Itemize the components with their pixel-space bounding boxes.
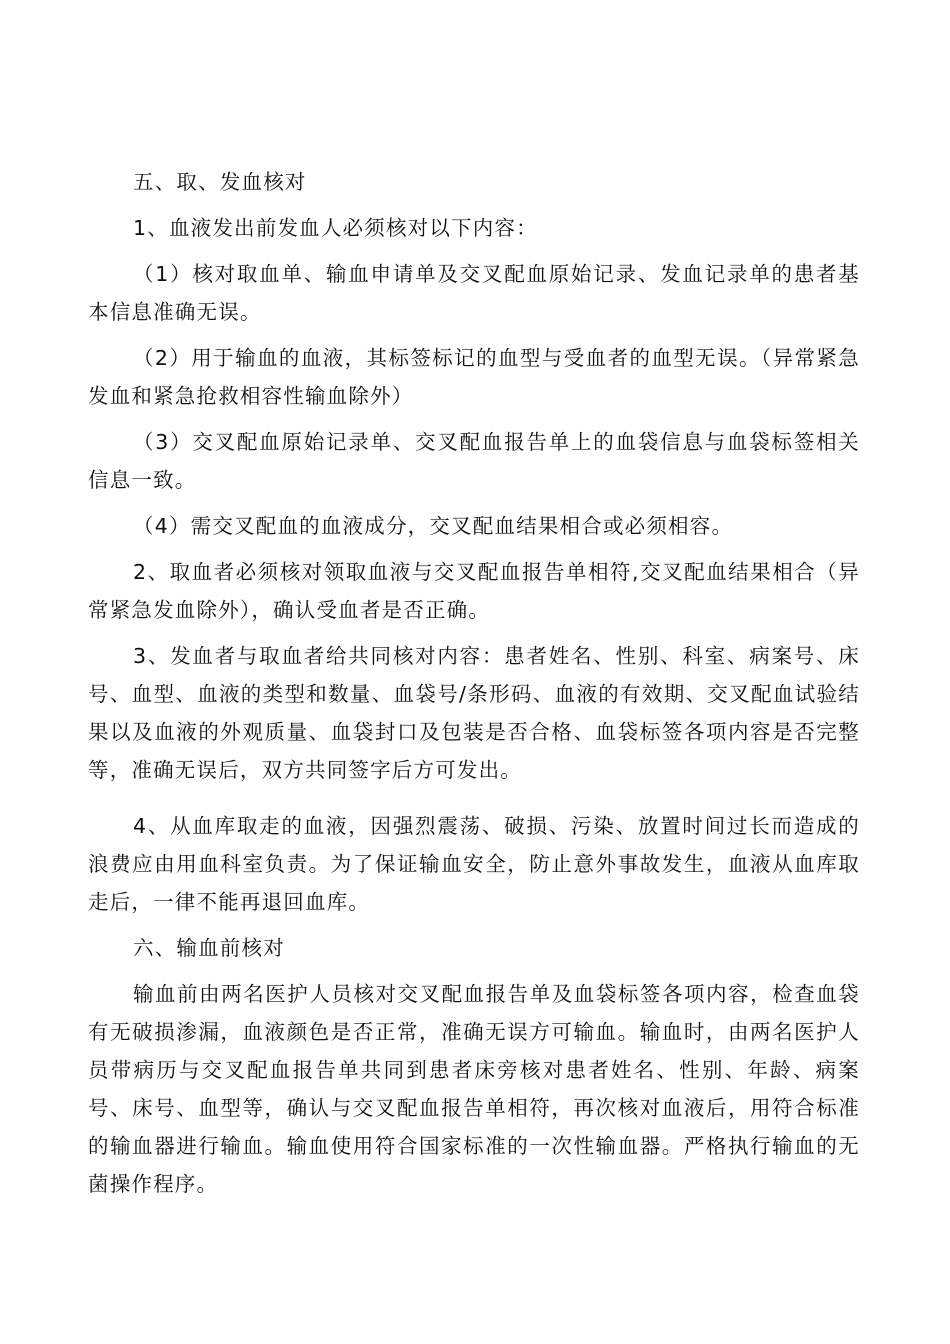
section-6-heading: 六、输血前核对	[133, 936, 285, 960]
section-6-paragraph: 输血前由两名医护人员核对交叉配血报告单及血袋标签各项内容，检查血袋有无破损渗漏，血液颜色是否正常，准确无误方可输血。输血时，由两名医护人员带病历与交叉配血报告单共同到患者床旁核对患者姓名、性别、年龄、病案号、床号、血型等，确认与交叉配血报告单相符，再次核对血液后，用符合标准的输血器进行输血。输血使用符合国家标准的一次性输血器。严格执行输血的无菌操作程序。	[88, 982, 860, 1196]
section-5-item-1-sub-2: （2）用于输血的血液，其标签标记的血型与受血者的血型无误。（异常紧急发血和紧急抢救相容性输血除外）	[88, 346, 860, 408]
section-5-heading: 五、取、发血核对	[133, 170, 307, 194]
section-5-item-1-sub-1: （1）核对取血单、输血申请单及交叉配血原始记录、发血记录单的患者基本信息准确无误。	[88, 262, 860, 324]
section-5-item-1: 1、血液发出前发血人必须核对以下内容：	[133, 216, 538, 240]
section-5-item-3: 3、发血者与取血者给共同核对内容：患者姓名、性别、科室、病案号、床号、血型、血液的类型和数量、血袋号/条形码、血液的有效期、交叉配血试验结果以及血液的外观质量、血袋封口及包装是否合格、血袋标签各项内容是否完整等，准确无误后，双方共同签字后方可发出。	[88, 644, 860, 782]
section-5-item-1-sub-4: （4）需交叉配血的血液成分，交叉配血结果相合或必须相容。	[133, 514, 734, 538]
document-body	[88, 163, 860, 1203]
section-5-item-4: 4、从血库取走的血液，因强烈震荡、破损、污染、放置时间过长而造成的浪费应由用血科室负责。为了保证输血安全，防止意外事故发生，血液从血库取走后，一律不能再退回血库。	[88, 814, 860, 914]
section-5-item-1-sub-3: （3）交叉配血原始记录单、交叉配血报告单上的血袋信息与血袋标签相关信息一致。	[88, 430, 860, 492]
section-5-item-2: 2、取血者必须核对领取血液与交叉配血报告单相符,交叉配血结果相合（异常紧急发血除外），确认受血者是否正确。	[88, 560, 860, 622]
